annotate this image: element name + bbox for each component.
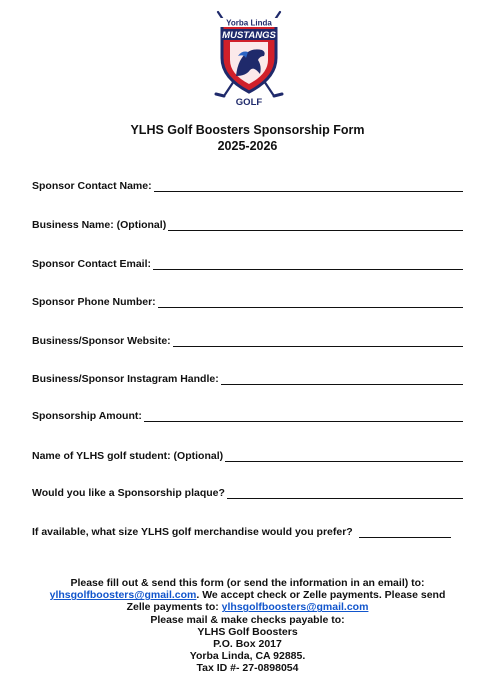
field-label: Sponsor Contact Email: — [32, 258, 152, 270]
mustangs-golf-logo — [210, 6, 288, 106]
field-business-website[interactable] — [32, 335, 463, 347]
field-label: Would you like a Sponsorship plaque? — [32, 487, 225, 499]
field-label: Sponsorship Amount: — [32, 410, 142, 422]
field-sponsorship-amount[interactable] — [32, 410, 463, 422]
logo-top-text: Yorba Linda — [226, 18, 272, 28]
field-label: Sponsor Contact Name: — [32, 180, 152, 192]
footer-instructions — [20, 577, 475, 675]
fill-line[interactable] — [173, 337, 463, 347]
city-state-zip: Yorba Linda, CA 92885. — [189, 650, 306, 663]
fill-line[interactable] — [154, 182, 463, 192]
field-merchandise-size[interactable] — [32, 526, 463, 538]
footer-line-4: Please mail & make checks payable to: — [150, 613, 345, 626]
field-business-name[interactable] — [32, 219, 463, 231]
logo-main-text: MUSTANGS — [222, 30, 276, 41]
payee-name: YLHS Golf Boosters — [197, 625, 298, 638]
zelle-email-link[interactable]: ylhsgolfboosters@gmail.com — [221, 601, 369, 614]
fill-line[interactable] — [168, 221, 463, 231]
form-year: 2025-2026 — [217, 139, 278, 153]
field-sponsorship-plaque[interactable] — [32, 487, 463, 499]
fill-line[interactable] — [158, 298, 463, 308]
field-label: Name of YLHS golf student: (Optional) — [32, 450, 224, 462]
tax-id: Tax ID #- 27-0898054 — [196, 662, 299, 675]
fill-line[interactable] — [153, 260, 463, 270]
field-student-name[interactable] — [32, 450, 463, 462]
field-sponsor-contact-email[interactable] — [32, 258, 463, 270]
field-label: If available, what size YLHS golf merchandise would you prefer? — [32, 526, 353, 538]
fill-line[interactable] — [144, 412, 463, 422]
fill-line[interactable] — [225, 452, 463, 462]
logo-bottom-text: GOLF — [235, 97, 263, 106]
fill-line[interactable] — [227, 489, 463, 499]
field-sponsor-contact-name[interactable] — [32, 180, 463, 192]
fill-line[interactable] — [359, 528, 451, 538]
po-box: P.O. Box 2017 — [213, 638, 282, 651]
field-label: Business/Sponsor Website: — [32, 335, 171, 347]
footer-line-3: Zelle payments to: ylhsgolfboosters@gmail.com — [126, 601, 369, 614]
footer-line-1: Please fill out & send this form (or send the information in an email) to: — [70, 577, 425, 589]
footer-line-2: ylhsgolfboosters@gmail.com. We accept check or Zelle payments. Please send — [49, 589, 446, 602]
field-label: Sponsor Phone Number: — [32, 296, 156, 308]
field-label: Business/Sponsor Instagram Handle: — [32, 373, 219, 385]
form-title: YLHS Golf Boosters Sponsorship Form — [130, 123, 365, 137]
field-instagram-handle[interactable] — [32, 373, 463, 385]
fill-line[interactable] — [221, 375, 463, 385]
field-sponsor-phone-number[interactable] — [32, 296, 463, 308]
email-link[interactable]: ylhsgolfboosters@gmail.com — [49, 589, 197, 602]
field-label: Business Name: (Optional) — [32, 219, 167, 231]
